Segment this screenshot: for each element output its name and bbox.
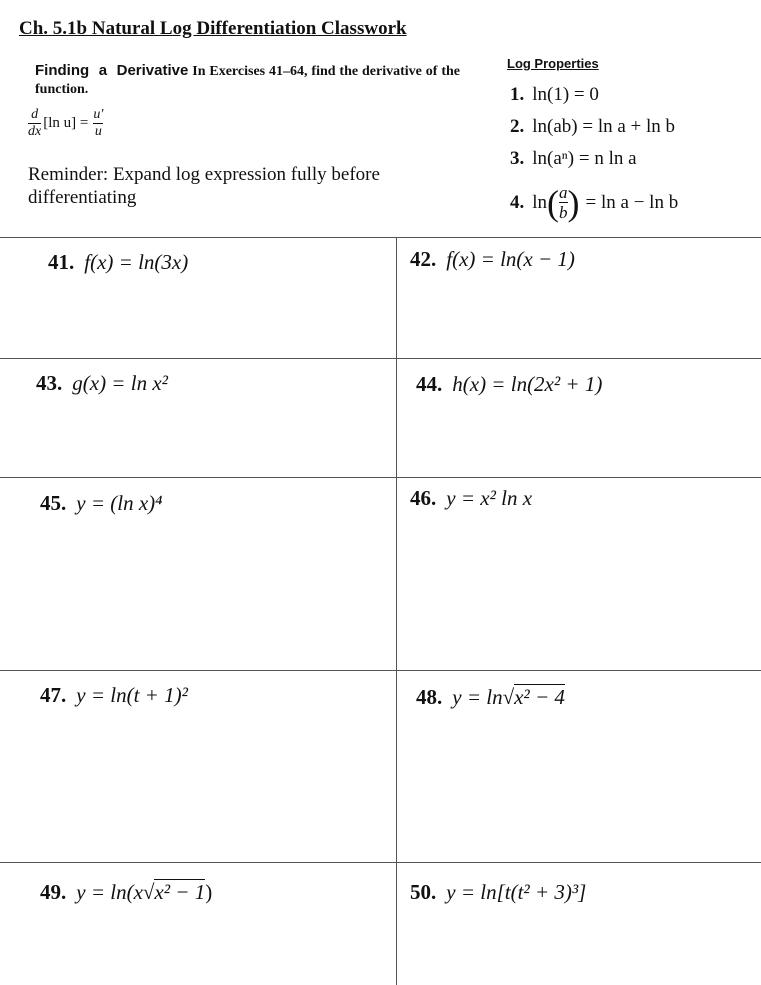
problem-expr: y = ln (452, 685, 503, 709)
problem-44 (416, 372, 602, 397)
problem-43 (36, 371, 168, 396)
log-property-3 (510, 148, 637, 170)
problem-45 (40, 491, 162, 516)
problem-expr: y = x² ln x (446, 486, 533, 510)
log-property-4: 4. ln ( $\frac{a}{b}$ ) = ln a − ln b (510, 182, 679, 223)
property-number: 2. (510, 116, 525, 137)
a-over-b-fraction (559, 184, 568, 221)
problem-number: 42. (410, 247, 437, 271)
problem-41 (48, 250, 188, 275)
log-properties-heading: Log Properties (507, 56, 599, 71)
u-prime: u′ (93, 107, 104, 122)
property-number: 3. (510, 148, 525, 169)
property-ln: ln (532, 191, 548, 213)
rule-lhs: [ln u] = (43, 115, 89, 131)
problem-42 (410, 247, 575, 272)
problem-expr: f(x) = ln(3x) (84, 250, 189, 274)
problem-number: 49. (40, 880, 67, 904)
derivative-rule (28, 108, 103, 139)
grid-line (0, 477, 761, 478)
reminder-text: Reminder: Expand log expression fully before differentiating (28, 164, 380, 208)
u-prime-over-u (93, 108, 103, 139)
log-property-1 (510, 84, 599, 106)
property-expr: = ln a − ln b (585, 191, 679, 213)
problem-expr: f(x) = ln(x − 1) (446, 247, 575, 271)
grid-line (0, 670, 761, 671)
property-expr: ln(1) = 0 (532, 84, 599, 105)
problem-number: 46. (410, 486, 437, 510)
grid-divider (396, 237, 397, 985)
instructions (35, 62, 460, 99)
problem-48: 48. y = ln√x² − 4 (416, 685, 565, 709)
problem-49: 49. y = ln(x√x² − 1) (40, 880, 213, 904)
d-dx-fraction (28, 108, 41, 139)
dx-denominator: dx (28, 124, 42, 139)
property-expr: ln(aⁿ) = n ln a (532, 148, 637, 169)
u-denominator: u (94, 124, 102, 139)
property-expr: ln(ab) = ln a + ln b (532, 116, 676, 137)
problem-number: 50. (410, 880, 437, 904)
problem-expr: h(x) = ln(2x² + 1) (452, 372, 603, 396)
problem-number: 44. (416, 372, 443, 396)
log-property-2 (510, 116, 675, 138)
problem-number: 47. (40, 683, 67, 707)
d-numerator: d (31, 107, 39, 122)
property-number: 1. (510, 84, 525, 105)
page-title: Ch. 5.1b Natural Log Differentiation Classwork (19, 18, 407, 39)
problem-expr: g(x) = ln x² (72, 371, 168, 395)
fraction-bottom: b (559, 203, 568, 222)
problem-50 (410, 880, 586, 905)
fraction-top: a (559, 183, 568, 202)
radicand: x² − 4 (514, 685, 565, 709)
problem-number: 43. (36, 371, 63, 395)
problem-number: 41. (48, 250, 75, 274)
problem-expr: y = (ln x)⁴ (76, 491, 163, 515)
closing-paren: ) (205, 880, 213, 904)
grid-line (0, 862, 761, 863)
problem-expr: y = ln(x (76, 880, 143, 904)
grid-line (0, 237, 761, 238)
problem-46 (410, 486, 532, 511)
problem-47 (40, 683, 188, 708)
instructions-text: In Exercises 41–64, find the derivative of the function. (35, 64, 460, 97)
problem-expr: y = ln[t(t² + 3)³] (446, 880, 587, 904)
property-number: 4. (510, 191, 525, 213)
problem-expr: y = ln(t + 1)² (76, 683, 188, 707)
radicand: x² − 1 (154, 880, 206, 904)
instructions-lead: Finding a Derivative (35, 62, 189, 79)
problem-number: 48. (416, 685, 443, 709)
problem-number: 45. (40, 491, 67, 515)
grid-line (0, 358, 761, 359)
